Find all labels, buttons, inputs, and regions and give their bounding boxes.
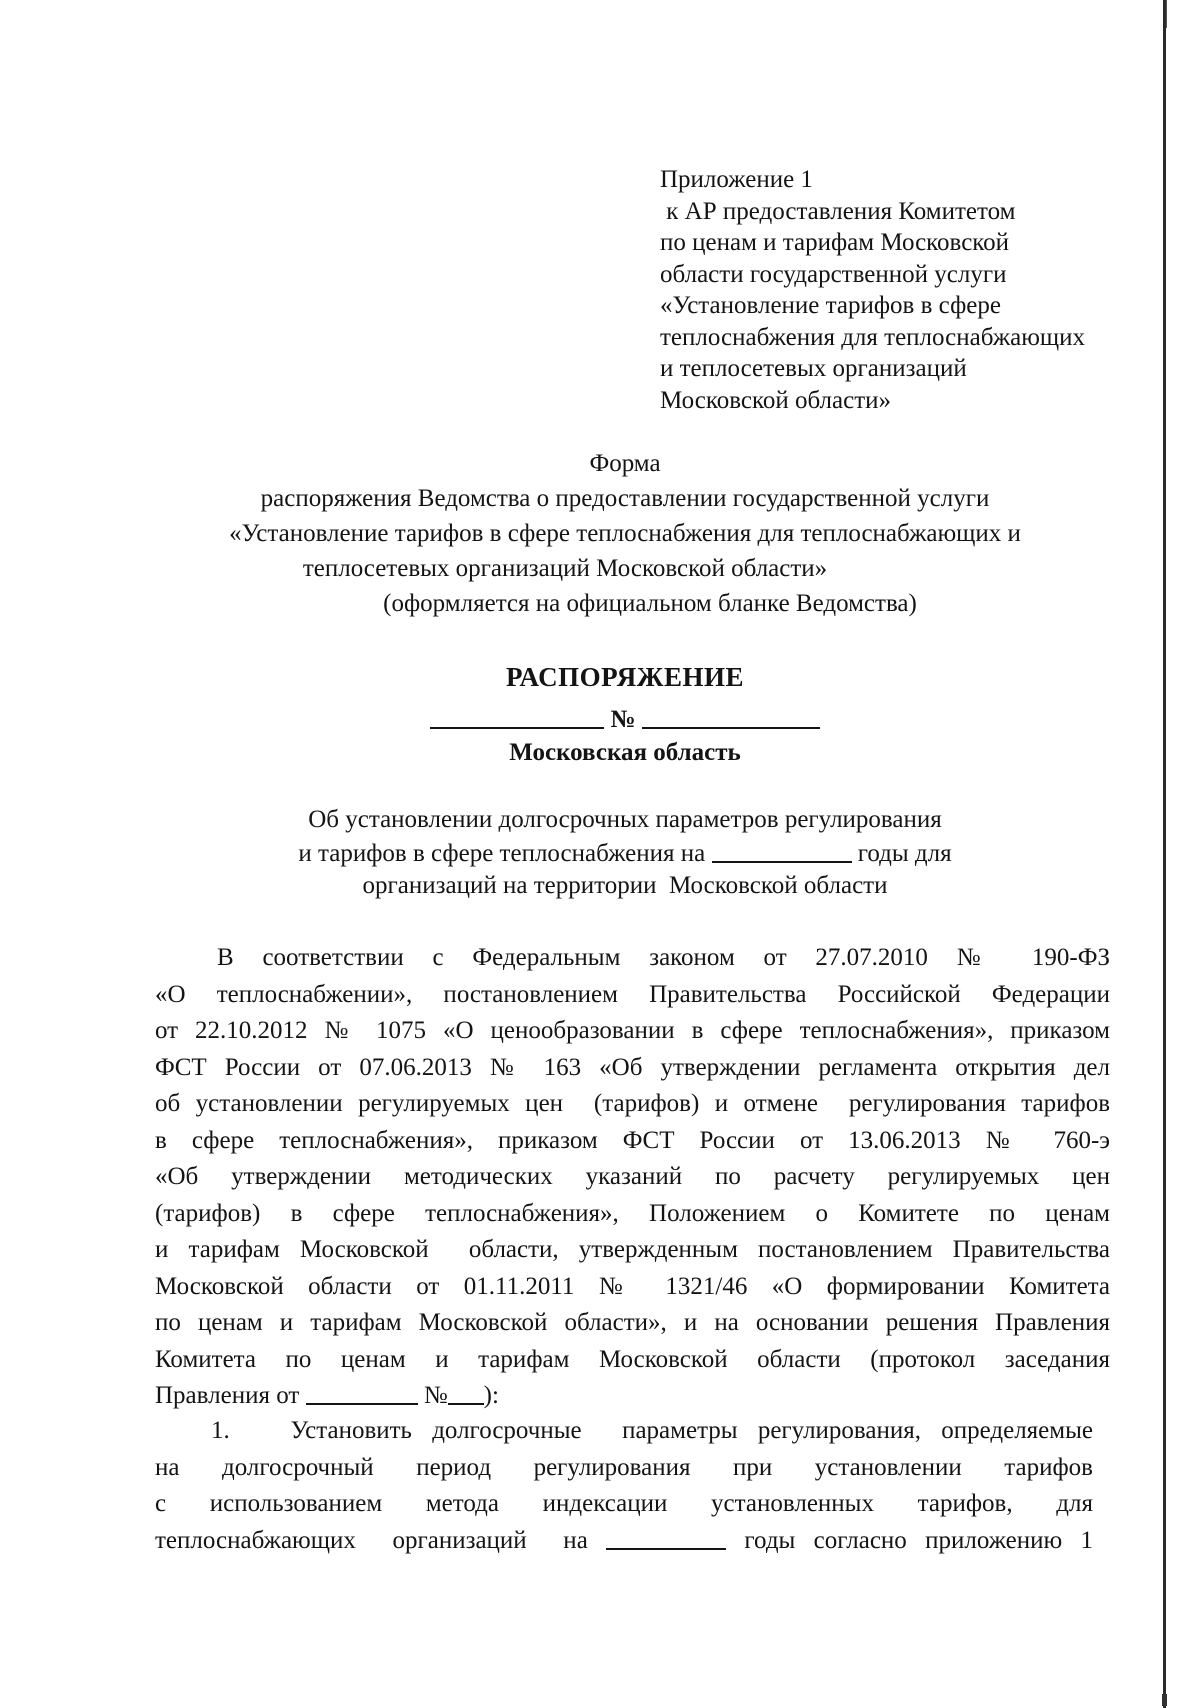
- preamble-line: от 22.10.2012 № 1075 «О ценообразовании в сфере теплоснабжения», приказом: [155, 1017, 1110, 1044]
- subject-line: [150, 836, 1100, 870]
- subject-line: организаций на территории Московской области: [362, 872, 888, 899]
- order-region: Московская область: [509, 739, 741, 766]
- appendix-line: и теплосетевых организаций: [660, 355, 967, 382]
- number-blank: [642, 702, 820, 729]
- protocol-number-blank: [448, 1378, 484, 1405]
- appendix-line: «Установление тарифов в сфере: [660, 292, 1001, 319]
- appendix-note: [660, 164, 1085, 416]
- appendix-line: теплоснабжения для теплоснабжающих: [660, 323, 1085, 351]
- page-edge: [1163, 0, 1166, 1708]
- preamble-line: В соответствии с Федеральным законом от 27.07.2010 № 190-ФЗ: [217, 944, 1110, 971]
- order-title: РАСПОРЯЖЕНИЕ: [505, 662, 745, 692]
- item-line: с использованием метода индексации установленных тарифов, для: [155, 1490, 1093, 1517]
- form-heading-note: (оформляется на официальном бланке Ведомства): [383, 590, 917, 617]
- form-heading-line: распоряжения Ведомства о предоставлении государственной услуги: [260, 485, 990, 512]
- item-line: на долгосрочный период регулирования при установлении тарифов: [155, 1453, 1093, 1481]
- appendix-line: к АР предоставления Комитетом: [660, 197, 1016, 225]
- preamble-line: (тарифов) в сфере теплоснабжения», Положением о Комитете по ценам: [155, 1199, 1110, 1227]
- appendix-line: Московской области»: [660, 386, 892, 414]
- form-heading: [150, 446, 1100, 621]
- preamble-line: и тарифам Московской области, утвержденным постановлением Правительства: [155, 1236, 1110, 1263]
- preamble-line: в сфере теплоснабжения», приказом ФСТ России от 13.06.2013 № 760-э: [155, 1126, 1110, 1154]
- subject-text: и тарифов в сфере теплоснабжения на: [298, 840, 706, 867]
- form-heading-line: «Установление тарифов в сфере теплоснабжения для теплоснабжающих и: [229, 520, 1021, 547]
- number-sign: №: [610, 706, 636, 733]
- preamble-line: об установлении регулируемых цен (тарифов) и отмене регулирования тарифов: [155, 1090, 1110, 1117]
- item-1-paragraph: [155, 1413, 1093, 1559]
- appendix-line: по ценам и тарифам Московской: [660, 229, 1010, 256]
- item-line: 1. Установить долгосрочные параметры регулирования, определяемые: [211, 1417, 1093, 1444]
- preamble-line: Комитета по ценам и тарифам Московской области (протокол заседания: [155, 1345, 1110, 1373]
- protocol-date-blank: [306, 1378, 418, 1405]
- preamble-line: Московской области от 01.11.2011 № 1321/46 «О формировании Комитета: [155, 1272, 1110, 1300]
- preamble-line: ФСТ России от 07.06.2013 № 163 «Об утверждении регламента открытия дел: [155, 1053, 1110, 1081]
- item-line: теплоснабжающих организаций на годы согласно приложению 1: [155, 1523, 1093, 1560]
- appendix-line: области государственной услуги: [660, 260, 1007, 288]
- order-number-line: [150, 702, 1100, 737]
- form-heading-line: теплосетевых организаций Московской области»: [302, 555, 828, 582]
- item-years-blank: [606, 1523, 726, 1550]
- years-blank: [712, 836, 852, 863]
- preamble-line: по ценам и тарифам Московской области», и на основании решения Правления: [155, 1309, 1110, 1336]
- form-word: Форма: [589, 450, 661, 477]
- page-edge-tick: [1166, 0, 1167, 28]
- scan-mark: [1162, 1694, 1167, 1706]
- subject-line: Об установлении долгосрочных параметров регулирования: [308, 806, 942, 833]
- preamble-paragraph: [155, 940, 1110, 1415]
- order-subject: [150, 804, 1100, 902]
- appendix-line: Приложение 1: [660, 166, 813, 193]
- preamble-line: «О теплоснабжении», постановлением Правительства Российской Федерации: [155, 980, 1110, 1008]
- preamble-line: «Об утверждении методических указаний по расчету регулируемых цен: [155, 1163, 1110, 1190]
- preamble-line: Правления от № ):: [155, 1378, 1110, 1415]
- subject-text: годы для: [857, 840, 952, 867]
- date-blank: [430, 702, 604, 729]
